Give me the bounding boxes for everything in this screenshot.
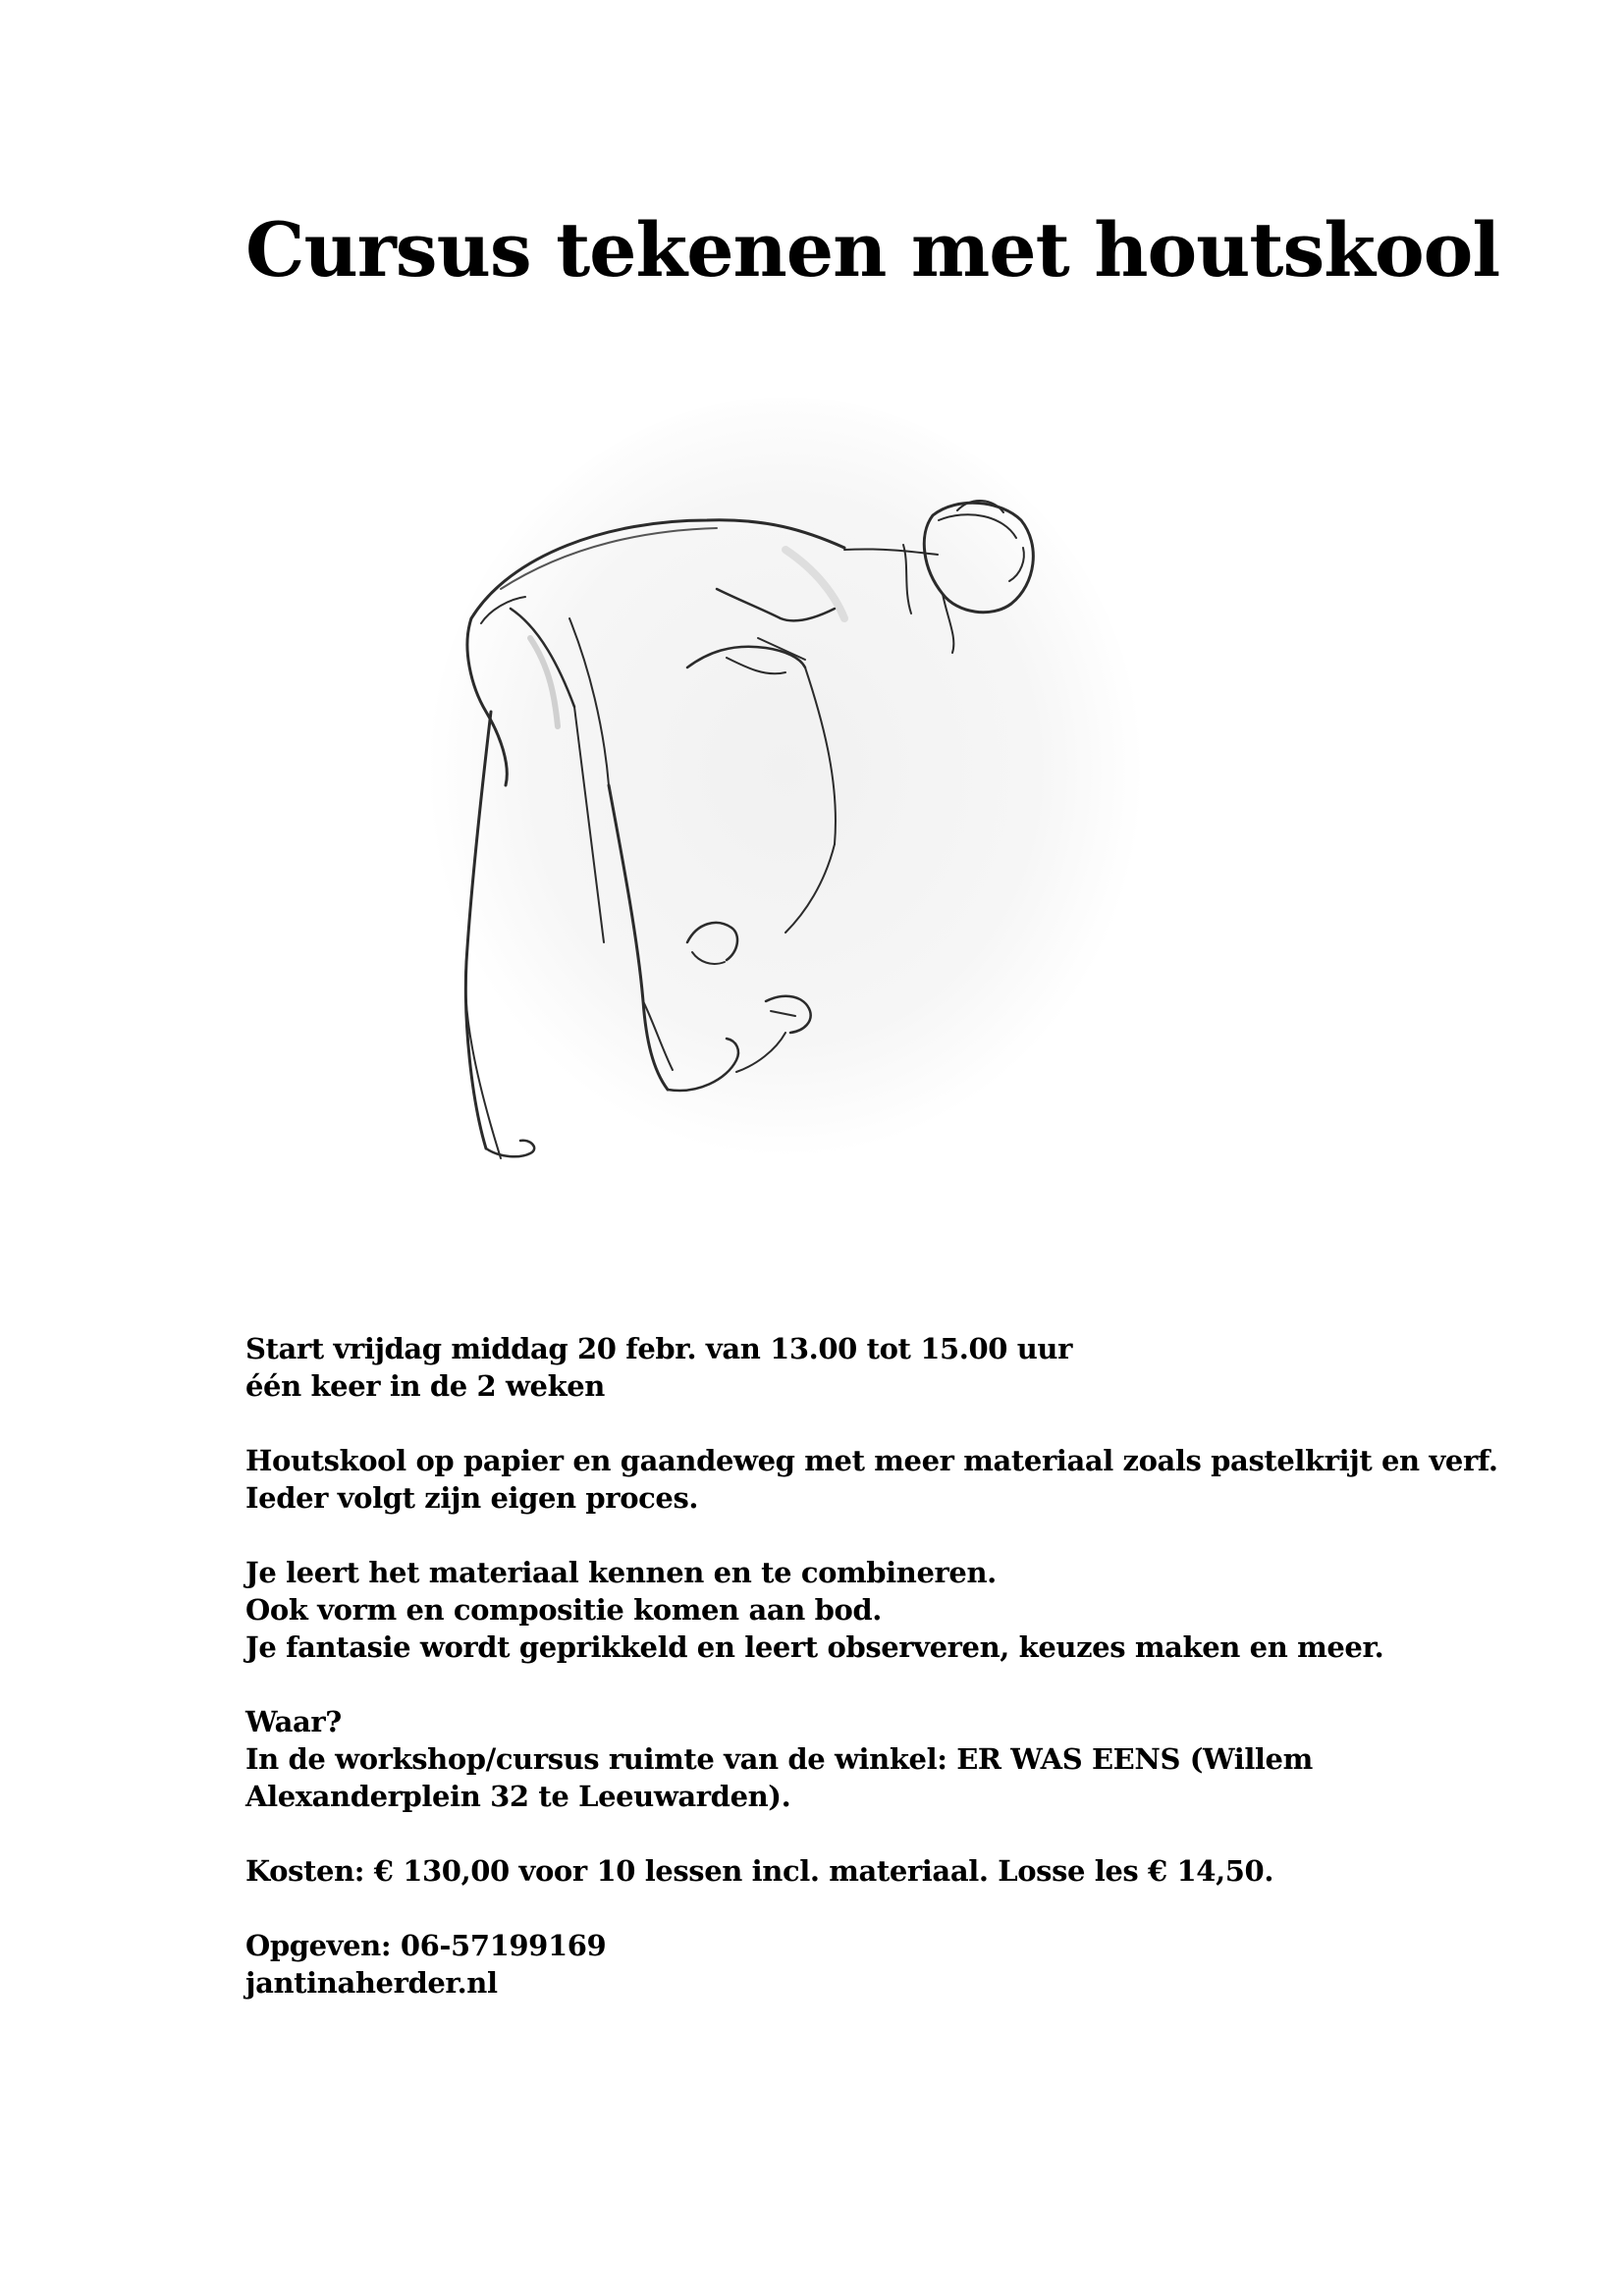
materials-process: Ieder volgt zijn eigen proces. [245, 1481, 699, 1515]
contact-phone: Opgeven: 06-57199169 [245, 1929, 607, 1962]
contact-website[interactable]: jantinaherder.nl [245, 1966, 498, 2000]
location-heading: Waar? [245, 1705, 342, 1738]
schedule-section [245, 1330, 1542, 1405]
materials-description: Houtskool op papier en gaandeweg met meer materiaal zoals pastelkrijt en verf. [245, 1444, 1498, 1477]
learning-section [245, 1554, 1542, 1666]
charcoal-figure-sketch-icon [393, 373, 1178, 1198]
location-line-1: In de workshop/cursus ruimte van de winkel: ER WAS EENS (Willem [245, 1742, 1313, 1776]
schedule-frequency: één keer in de 2 weken [245, 1369, 605, 1403]
page-title: Cursus tekenen met houtskool [245, 206, 1500, 294]
location-section [245, 1703, 1542, 1815]
materials-section [245, 1442, 1542, 1517]
learning-line-3: Je fantasie wordt geprikkeld en leert observeren, keuzes maken en meer. [245, 1630, 1384, 1664]
learning-line-1: Je leert het materiaal kennen en te combineren. [245, 1556, 997, 1589]
costs-section [245, 1852, 1542, 1890]
contact-section [245, 1927, 1542, 2002]
course-details [245, 1330, 1542, 2039]
costs-text: Kosten: € 130,00 voor 10 lessen incl. materiaal. Losse les € 14,50. [245, 1854, 1274, 1888]
learning-line-2: Ook vorm en compositie komen aan bod. [245, 1593, 882, 1627]
schedule-start: Start vrijdag middag 20 febr. van 13.00 tot 15.00 uur [245, 1332, 1072, 1365]
location-line-2: Alexanderplein 32 te Leeuwarden). [245, 1780, 791, 1813]
